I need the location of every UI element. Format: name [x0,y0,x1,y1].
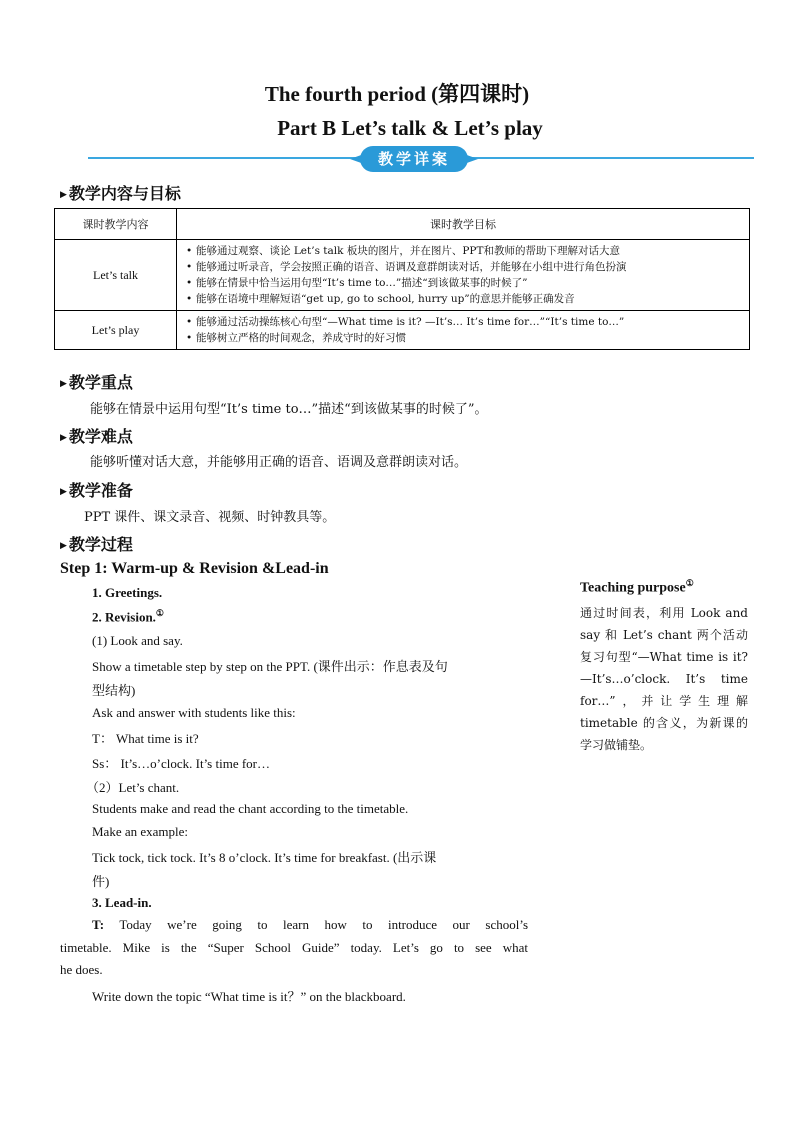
difficulty-text: 能够听懂对话大意，并能够用正确的语音、语调及意群朗读对话。 [90,455,468,470]
goals-table [54,208,750,350]
goal-item: • 能够通过观察、谈论 Let’s talk 板块的图片，并在图片、PPT和教师的帮助下理解对话大意 [186,245,620,257]
leadin-heading: 3. Lead-in. [92,895,152,910]
text-line: Make an example: [92,824,189,839]
goal-item: • 能够树立严格的时间观念，养成守时的好习惯 [186,332,406,344]
triangle-bullet-icon: ▶ [60,379,67,389]
leadin-paragraph-line: he does. [60,962,103,977]
text-line: (1) Look and say. [92,633,183,648]
sidebar-text: 通过时间表，利用 Look and say 和 Let’s chant 两个活动复习句型“—What time is it? —It’s…o’clock. It’s time for…”，并让学生理解 timetable 的含义，为新课的学习做铺垫。 [580,606,748,752]
table-row-label: Let’s play [55,311,177,350]
triangle-bullet-icon: ▶ [60,433,67,443]
triangle-bullet-icon: ▶ [60,541,67,551]
table-header-row [55,209,750,240]
section-heading-content: ▶ 教学内容与目标 [60,184,181,203]
goal-item: • 能够通过活动操练核心句型“—What time is it? —It’s… It’s time for…”“It’s time to…” [186,316,625,328]
table-row [55,240,750,311]
table-header-cell: 课时教学内容 [55,209,177,240]
goal-item: • 能够在情景中恰当运用句型“It’s time to…”描述“到该做某事的时候了” [186,277,528,289]
table-row [55,311,750,350]
page-subtitle: Part B Let’s talk & Let’s play [277,116,543,140]
prep-text: PPT 课件、课文录音、视频、时钟教具等。 [84,510,336,525]
text-line: Tick tock, tick tock. It’s 8 o’clock. It’s time for breakfast. (出示课 [92,850,437,865]
section-heading-prep: ▶ 教学准备 [60,481,133,500]
page-title: The fourth period (第四课时) [264,82,530,106]
goal-item: • 能够在语境中理解短语“get up, go to school, hurry up”的意思并能够正确发音 [186,293,575,305]
triangle-bullet-icon: ▶ [60,487,67,497]
text-line: 型结构) [92,683,136,698]
text-line: T： What time is it? [92,731,199,746]
sidebar-title: Teaching purpose① [580,578,694,596]
text-line: Show a timetable step by step on the PPT. (课件出示：作息表及句 [92,659,448,674]
section-banner [352,146,476,172]
table-row-label: Let’s talk [55,240,177,311]
section-heading-difficulty: ▶ 教学难点 [60,427,133,446]
text-line: 件) [92,874,110,889]
table-row-goals [177,311,750,350]
triangle-bullet-icon: ▶ [60,190,67,200]
revision-heading: 2. Revision.① [92,608,164,625]
banner-label: 教学详案 [360,146,468,172]
table-row-goals [177,240,750,311]
table-header-cell: 课时教学目标 [177,209,750,240]
text-line: Students make and read the chant according to the timetable. [92,801,409,816]
text-line: Ss： It’s…o’clock. It’s time for… [92,756,271,771]
section-heading-focus: ▶ 教学重点 [60,373,133,392]
focus-text: 能够在情景中运用句型“It’s time to…”描述“到该做某事的时候了”。 [90,402,488,417]
section-heading-process: ▶ 教学过程 [60,535,133,554]
text-line: （2）Let’s chant. [86,780,180,795]
leadin-paragraph-line: T: Today we’re going to learn how to introduce our school’s [92,917,528,932]
text-line: Ask and answer with students like this: [92,705,296,720]
step1-title: Step 1: Warm-up & Revision &Lead-in [60,560,329,577]
leadin-paragraph-line: timetable. Mike is the “Super School Guide” today. Let’s go to see what [60,940,528,955]
greetings-heading: 1. Greetings. [92,585,163,600]
goal-item: • 能够通过听录音，学会按照正确的语音、语调及意群朗读对话，并能够在小组中进行角色扮演 [186,261,627,273]
text-line: Write down the topic “What time is it？” on the blackboard. [92,989,406,1004]
